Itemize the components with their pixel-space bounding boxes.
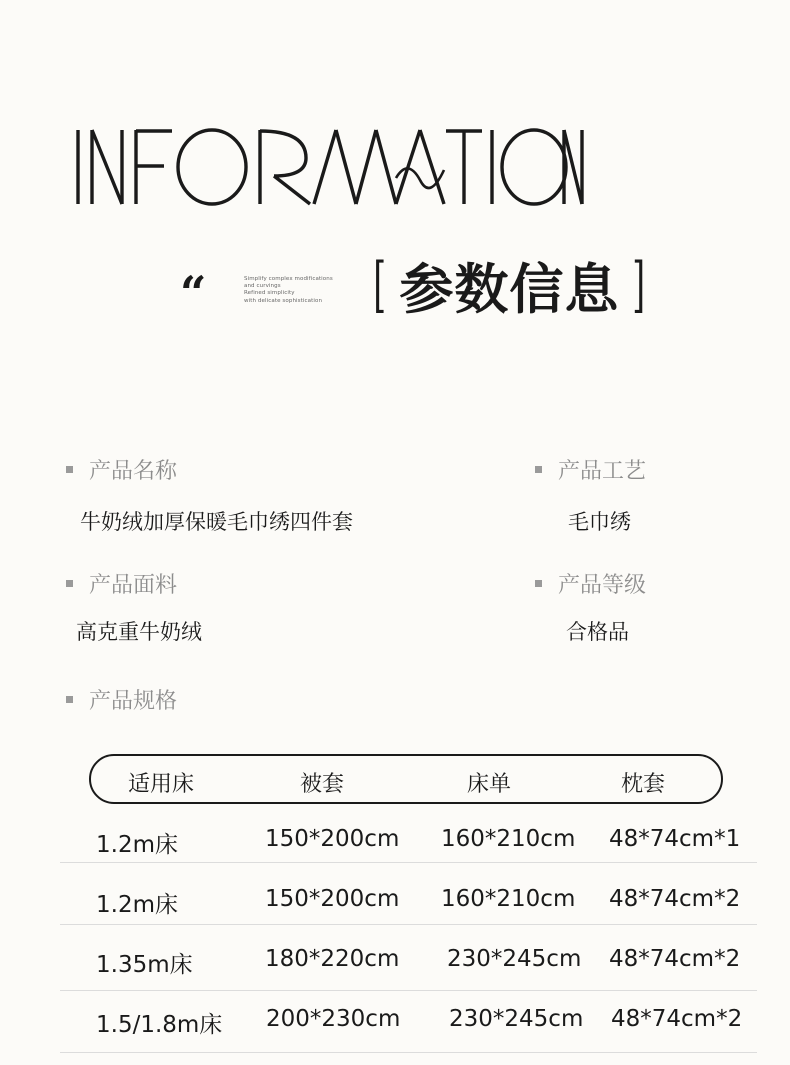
product-fabric-label: [66, 568, 177, 599]
product-craft-value: 毛巾绣: [568, 510, 631, 534]
cell-bed-sheet: 230*245cm: [447, 946, 582, 972]
row-divider: [60, 924, 757, 925]
header-pillowcase: 枕套: [621, 772, 666, 797]
cell-bed-sheet: 160*210cm: [441, 826, 576, 852]
bullet-icon: [535, 466, 542, 473]
cell-pillowcase: 48*74cm*1: [609, 826, 741, 852]
page-title: 参数信息: [399, 257, 620, 321]
cell-bed-sheet: 160*210cm: [441, 886, 576, 912]
tagline-line: Simplify complex modifications: [244, 276, 333, 282]
bracket-right: ]: [632, 250, 646, 320]
cell-pillowcase: 48*74cm*2: [609, 946, 741, 972]
bullet-icon: [535, 580, 542, 587]
product-fabric-label-text: 产品面料: [89, 573, 178, 598]
cell-bed-size: 1.2m床: [96, 832, 178, 858]
cell-bed-size: 1.2m床: [96, 892, 178, 918]
header-duvet-cover: 被套: [300, 772, 345, 797]
product-name-label: [66, 454, 177, 485]
cell-duvet-cover: 180*220cm: [265, 946, 400, 972]
cell-duvet-cover: 150*200cm: [265, 826, 400, 852]
product-grade-label-text: 产品等级: [558, 573, 647, 598]
table-row: [60, 938, 757, 998]
header-bed-sheet: 床单: [467, 772, 512, 797]
quote-mark: “: [180, 266, 207, 320]
product-craft-label-text: 产品工艺: [558, 459, 647, 484]
tagline: [244, 276, 333, 305]
table-row: [60, 998, 757, 1058]
product-craft-label: [535, 454, 646, 485]
cell-pillowcase: 48*74cm*2: [611, 1006, 743, 1032]
product-name-value: 牛奶绒加厚保暖毛巾绣四件套: [80, 510, 353, 534]
bullet-icon: [66, 580, 73, 587]
tagline-line: and curvings: [244, 283, 281, 290]
product-grade-label: [535, 568, 646, 599]
product-grade-value: 合格品: [566, 620, 629, 644]
table-row: [60, 878, 757, 938]
cell-bed-size: 1.35m床: [96, 952, 193, 978]
cell-bed-sheet: 230*245cm: [449, 1006, 584, 1032]
product-name-label-text: 产品名称: [89, 459, 178, 484]
table-row: [60, 818, 757, 878]
row-divider: [60, 1052, 757, 1053]
tagline-line: Refined simplicity: [244, 290, 295, 297]
cell-bed-size: 1.5/1.8m床: [96, 1012, 223, 1038]
header-bed-size: 适用床: [128, 772, 195, 797]
section-title: [368, 250, 651, 320]
cell-duvet-cover: 150*200cm: [265, 886, 400, 912]
cell-pillowcase: 48*74cm*2: [609, 886, 741, 912]
bracket-left: [: [373, 250, 387, 320]
hero-wordmark: [74, 118, 594, 213]
spec-table-header: [89, 754, 723, 804]
bullet-icon: [66, 696, 73, 703]
cell-duvet-cover: 200*230cm: [266, 1006, 401, 1032]
row-divider: [60, 990, 757, 991]
product-spec-label: [66, 684, 177, 715]
bullet-icon: [66, 466, 73, 473]
tagline-line: with delicate sophistication: [244, 297, 323, 304]
product-fabric-value: 高克重牛奶绒: [76, 620, 202, 644]
product-spec-label-text: 产品规格: [89, 689, 178, 714]
row-divider: [60, 862, 757, 863]
